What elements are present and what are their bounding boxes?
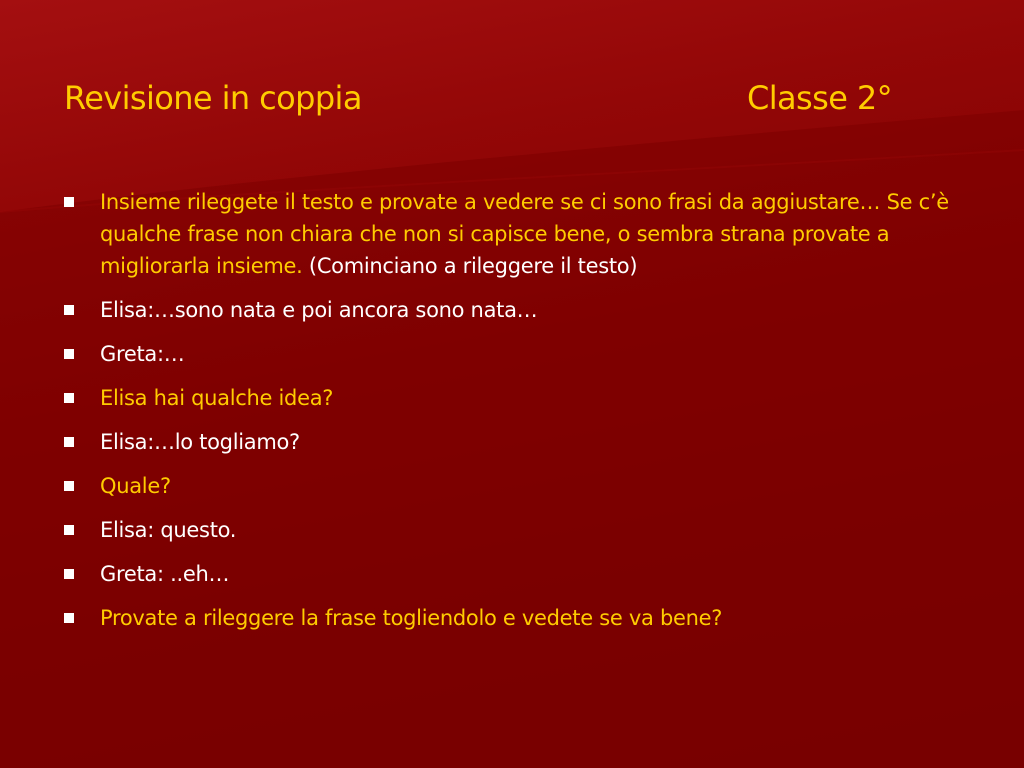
square-bullet-icon <box>64 305 74 315</box>
bullet-item <box>64 382 964 414</box>
slide-title <box>64 76 964 124</box>
student-text: Elisa:…lo togliamo? <box>100 430 300 454</box>
square-bullet-icon <box>64 437 74 447</box>
square-bullet-icon <box>64 349 74 359</box>
bullet-item <box>64 186 964 282</box>
square-bullet-icon <box>64 393 74 403</box>
bullet-item <box>64 602 964 634</box>
student-text: Greta: ..eh… <box>100 562 230 586</box>
bullet-item <box>64 514 964 546</box>
teacher-text: Provate a rileggere la frase togliendolo e vedete se va bene? <box>100 606 723 630</box>
square-bullet-icon <box>64 613 74 623</box>
student-text: (Cominciano a rileggere il testo) <box>308 254 638 278</box>
teacher-text: Insieme rileggete il testo e provate a vedere se ci sono frasi da aggiustare… Se c’è qualche frase non chiara che non si capisce bene, o sembra strana provate a migliorarla insieme. <box>100 190 949 278</box>
student-text: Greta:… <box>100 342 185 366</box>
square-bullet-icon <box>64 481 74 491</box>
square-bullet-icon <box>64 525 74 535</box>
teacher-text: Elisa hai qualche idea? <box>100 386 334 410</box>
bullet-item <box>64 426 964 458</box>
square-bullet-icon <box>64 197 74 207</box>
bullet-item <box>64 294 964 326</box>
slide-title-left: Revisione in coppia <box>64 79 362 117</box>
bullet-list <box>64 186 964 646</box>
bullet-item <box>64 338 964 370</box>
bullet-item <box>64 558 964 590</box>
student-text: Elisa:…sono nata e poi ancora sono nata… <box>100 298 538 322</box>
teacher-text: Quale? <box>100 474 171 498</box>
student-text: Elisa: questo. <box>100 518 237 542</box>
slide-title-class: Classe 2° <box>747 79 893 117</box>
square-bullet-icon <box>64 569 74 579</box>
bullet-item <box>64 470 964 502</box>
